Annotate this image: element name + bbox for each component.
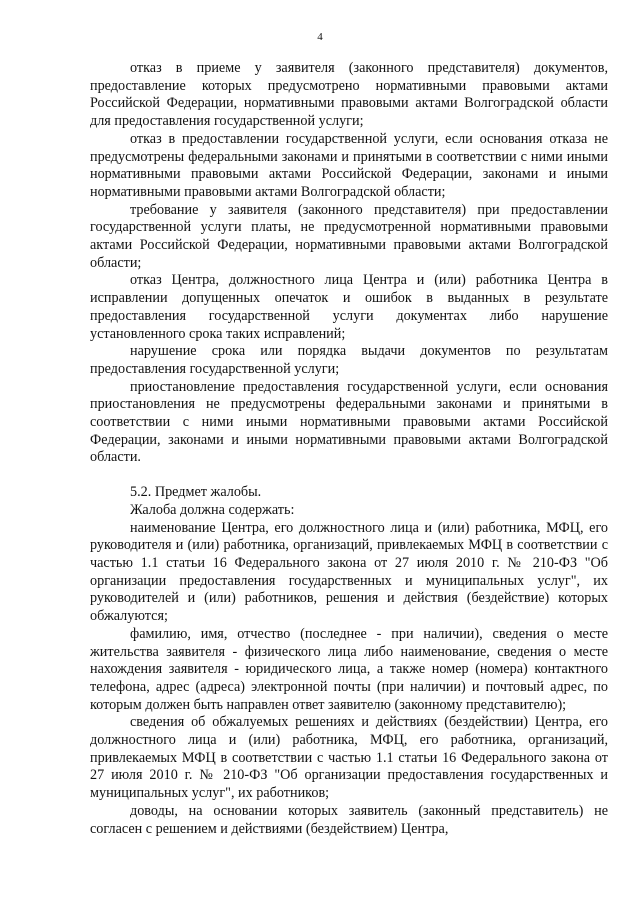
list-item-issuance-violation: нарушение срока или порядка выдачи документов по результатам предоставления государственной услуги; (90, 343, 608, 377)
complaint-item-applicant-details: фамилию, имя, отчество (последнее - при наличии), сведения о месте жительства заявителя - физического лица либо наименование, сведения о месте нахождения заявителя - юридического лица, а также номер (номера) контактного телефона, адрес (адреса) электронной почты (при наличии) и почтовый адрес, по которым должен быть направлен ответ заявителю (законному представителю); (90, 625, 608, 713)
page-number: 4 (317, 31, 323, 43)
section-heading: 5.2. Предмет жалобы. (130, 484, 262, 501)
list-item-suspension: приостановление предоставления государственной услуги, если основания приостановления не предусмотрены федеральными законами и принятыми в соответствии с ними иными нормативными правовыми актами Российской Федерации, законами и иными нормативными правовыми актами Волгоградской области. (90, 378, 608, 466)
complaint-item-arguments: доводы, на основании которых заявитель (законный представитель) не согласен с решением и действиями (бездействием) Центра, (90, 802, 608, 837)
list-item-refusal-documents: отказ в приеме у заявителя (законного представителя) документов, предоставление которых предусмотрено нормативными правовыми актами Российской Федерации, нормативными правовыми актами Волгоградской области для предоставления государственной услуги; (90, 60, 608, 130)
complaint-item-name: наименование Центра, его должностного лица и (или) работника, МФЦ, его руководителя и (или) работника, организаций, привлекаемых МФЦ в соответствии с частью 1.1 статьи 16 Федерального закона от 27 июля 2010 г. № 210-ФЗ "Об организации предоставления государственных и муниципальных услуг", их руководителей и (или) работников, решения и действия (бездействие) которых обжалуются; (90, 519, 608, 625)
document-body (90, 60, 608, 838)
list-item-refusal-service: отказ в предоставлении государственной услуги, если основания отказа не предусмотрены федеральными законами и принятыми в соответствии с ними иными нормативными правовыми актами Российской Федерации, законами и иными нормативными правовыми актами Волгоградской области; (90, 130, 608, 200)
section-gap (90, 467, 608, 484)
complaint-item-decisions: сведения об обжалуемых решениях и действиях (бездействии) Центра, его должностного лица и (или) работника, МФЦ, его работника, организаций, привлекаемых МФЦ в соответствии с частью 1.1 статьи 16 Федерального закона от 27 июля 2010 г. № 210-ФЗ "Об организации предоставления государственных и муниципальных услуг", их работников; (90, 714, 608, 802)
complaint-intro: Жалоба должна содержать: (130, 501, 295, 518)
list-item-fee-requirement: требование у заявителя (законного представителя) при предоставлении государственной услуги платы, не предусмотренной нормативными правовыми актами Российской Федерации, нормативными правовыми актами Волгоградской области; (90, 201, 608, 271)
list-item-refusal-corrections: отказ Центра, должностного лица Центра и (или) работника Центра в исправлении допущенных опечаток и ошибок в выданных в результате предоставления государственной услуги документах либо нарушение установленного срока таких исправлений; (90, 272, 608, 342)
